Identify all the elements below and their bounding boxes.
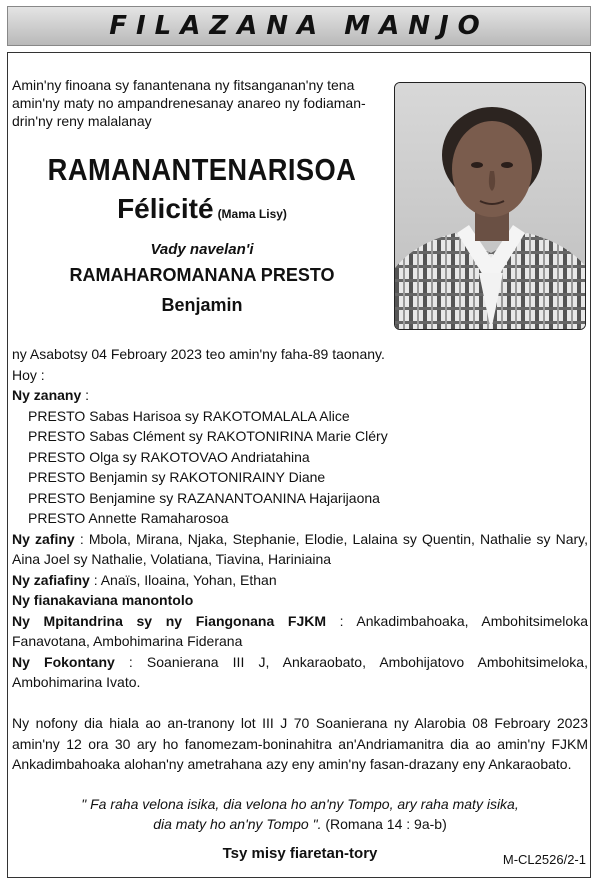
intro-paragraph: Amin'ny finoana sy fanantenana ny fitsanganan'ny tena amin'ny maty no ampandrenesanay anareo ny fodiaman-drin'ny reny malalanay bbox=[12, 77, 366, 129]
fokontany-line bbox=[12, 652, 588, 693]
fokontany-label: Ny Fokontany bbox=[12, 653, 115, 670]
fokontany-text: : Soanierana III J, Ankaraobato, Ambohijatovo Ambohitsimeloka, Ambohimarina Ivato. bbox=[12, 653, 588, 690]
header-banner bbox=[7, 6, 591, 46]
list-item: PRESTO Sabas Harisoa sy RAKOTOMALALA Alice bbox=[28, 407, 350, 424]
list-item: PRESTO Annette Ramaharosoa bbox=[28, 510, 229, 526]
church-label: Ny Mpitandrina sy ny Fiangonana FJKM bbox=[12, 612, 327, 629]
scripture-quote bbox=[12, 794, 588, 834]
portrait-photo-icon bbox=[395, 83, 586, 330]
quote-line-2-wrap bbox=[12, 814, 588, 834]
reference-code: M-CL2526/2-1 bbox=[502, 852, 586, 867]
hoy-line: Hoy : bbox=[12, 366, 45, 383]
church-line bbox=[12, 611, 588, 652]
children-label: Ny zanany bbox=[12, 387, 82, 403]
no-flowers-note: Tsy misy fiaretan-tory bbox=[222, 845, 378, 862]
great-grandchildren-label: Ny zafiafiny bbox=[12, 571, 90, 588]
deceased-first-name: Félicité bbox=[117, 193, 214, 224]
header-title: FILAZANA MANJO bbox=[109, 11, 489, 41]
notice-body bbox=[12, 344, 588, 693]
list-item: PRESTO Benjamin sy RAKOTONIRAINY Diane bbox=[28, 469, 326, 485]
great-grandchildren-line bbox=[12, 570, 588, 591]
children-suffix: : bbox=[81, 387, 90, 403]
list-item: PRESTO Sabas Clément sy RAKOTONIRINA Marie Cléry bbox=[28, 428, 388, 444]
list-item: PRESTO Olga sy RAKOTOVAO Andriatahina bbox=[28, 448, 310, 465]
grandchildren-line bbox=[12, 529, 588, 570]
children-heading bbox=[12, 385, 588, 406]
quote-reference: (Romana 14 : 9a-b) bbox=[321, 816, 447, 832]
quote-line-1: " Fa raha velona isika, dia velona ho an'ny Tompo, ary raha maty isika, bbox=[81, 796, 519, 812]
grandchildren-text: : Mbola, Mirana, Njaka, Stephanie, Elodie, Lalaina sy Quentin, Nathalie sy Nary, Aina Joel sy Nathalie, Volatiana, Tiavina, Hariniaina bbox=[12, 530, 588, 567]
spouse-label: Vady navelan'i bbox=[150, 241, 254, 258]
great-grandchildren-text: : Anaïs, Iloaina, Yohan, Ethan bbox=[89, 571, 277, 588]
funeral-paragraph: Ny nofony dia hiala ao an-tranony lot III J 70 Soanierana ny Alarobia 08 Febroary 2023 amin'ny 12 ora 30 ary ho fanomezam-boninahitra an'Andriamanitra dia ao amin'ny FJKM Ankadimbahoaka alohan'ny ametrahana azy eny amin'ny fasan-drazany eny Ankaraobato. bbox=[12, 715, 588, 772]
spouse-first-name: Benjamin bbox=[161, 295, 243, 315]
deceased-name-line bbox=[12, 193, 392, 225]
deceased-surname: RAMANANTENARISOA bbox=[47, 152, 357, 187]
church-text: : Ankadimbahoaka, Ambohitsimeloka Fanavotana, Ambohimarina Fiderana bbox=[12, 612, 588, 649]
deceased-photo bbox=[394, 82, 586, 330]
list-item: PRESTO Benjamine sy RAZANANTOANINA Hajarijaona bbox=[28, 489, 380, 506]
quote-line-2: dia maty ho an'ny Tompo ". bbox=[153, 816, 322, 832]
relatives-line: Ny fianakaviana manontolo bbox=[12, 592, 194, 608]
spouse-surname: RAMAHAROMANANA PRESTO bbox=[69, 265, 335, 285]
grandchildren-label: Ny zafiny bbox=[12, 530, 75, 547]
deceased-nickname: (Mama Lisy) bbox=[217, 207, 287, 221]
death-date-line: ny Asabotsy 04 Febroary 2023 teo amin'ny faha-89 taonany. bbox=[12, 346, 385, 362]
